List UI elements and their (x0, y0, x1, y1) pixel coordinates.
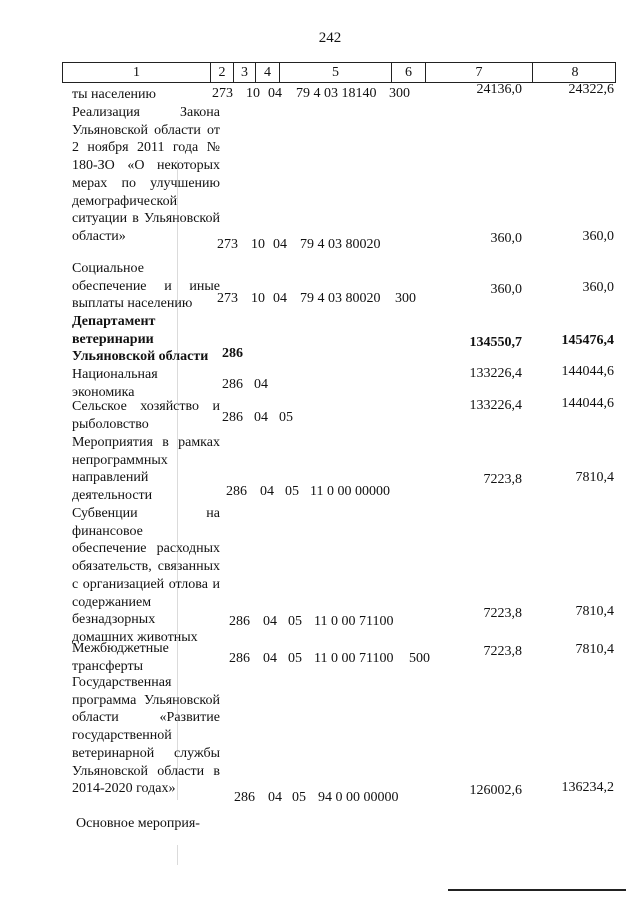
header-col-4: 4 (255, 63, 279, 82)
code-gr: 286 (222, 377, 243, 392)
amount-2019: 133226,4 (469, 398, 522, 413)
code-gr: 286 (234, 790, 255, 805)
code-rz: 04 (260, 484, 274, 499)
row-label: Сельское хозяйство и рыболовство (72, 399, 220, 432)
header-col-8: 8 (532, 63, 617, 82)
code-pr: 05 (292, 790, 306, 805)
code-gr: 273 (217, 237, 238, 252)
row-label: Мероприятия в рамках непрограммных направлений деятельности (72, 435, 220, 504)
row-label: Основное мероприя- (76, 816, 200, 831)
code-rz: 04 (263, 614, 277, 629)
code-csr: 11 0 00 00000 (310, 484, 390, 499)
row-label: Реализация Закона Ульяновской области от 2 ноября 2011 года № 180-ЗО «О некоторых мерах по улучшению демографической ситуации в Ульяновской области» (72, 105, 220, 244)
code-csr: 79 4 03 18140 (296, 86, 377, 101)
code-vr: 500 (409, 651, 430, 666)
code-rz: 10 (246, 86, 260, 101)
code-rz: 10 (251, 237, 265, 252)
code-csr: 11 0 00 71100 (314, 651, 394, 666)
code-rz: 04 (254, 377, 268, 392)
header-col-7: 7 (425, 63, 532, 82)
code-gr: 286 (222, 346, 243, 361)
row-label: Субвенции на финансовое обеспечение расходных обязательств, связанных с организацией отлова и содержанием безнадзорных домашних животных (72, 506, 220, 645)
amount-2020: 7810,4 (575, 642, 614, 657)
code-rz: 04 (263, 651, 277, 666)
column-guide (177, 160, 178, 800)
amount-2019: 7223,8 (483, 472, 522, 487)
code-gr: 286 (229, 651, 250, 666)
amount-2019: 126002,6 (469, 783, 522, 798)
code-gr: 273 (212, 86, 233, 101)
code-pr: 05 (279, 410, 293, 425)
code-pr: 05 (288, 651, 302, 666)
row-label: Департамент ветеринарии Ульяновской области (72, 314, 209, 365)
amount-2020: 144044,6 (561, 364, 614, 379)
page-number: 242 (318, 30, 342, 46)
amount-2020: 360,0 (582, 229, 614, 244)
amount-2019: 7223,8 (483, 644, 522, 659)
code-pr: 04 (273, 237, 287, 252)
code-pr: 04 (268, 86, 282, 101)
code-csr: 94 0 00 00000 (318, 790, 399, 805)
code-rz: 04 (268, 790, 282, 805)
code-rz: 04 (254, 410, 268, 425)
amount-2020: 360,0 (582, 280, 614, 295)
amount-2019: 133226,4 (469, 366, 522, 381)
code-csr: 79 4 03 80020 (300, 291, 381, 306)
header-col-1: 1 (133, 65, 140, 80)
code-pr: 05 (285, 484, 299, 499)
row-label: Государственная программа Ульяновской области «Развитие государственной ветеринарной службы Ульяновской области в 2014-2020 годах» (72, 675, 220, 797)
code-gr: 286 (222, 410, 243, 425)
code-gr: 273 (217, 291, 238, 306)
amount-2019: 24136,0 (476, 82, 522, 97)
code-pr: 05 (288, 614, 302, 629)
row-label: ты населению (72, 87, 156, 102)
code-vr: 300 (395, 291, 416, 306)
code-csr: 11 0 00 71100 (314, 614, 394, 629)
amount-2020: 7810,4 (575, 604, 614, 619)
row-label: Национальная экономика (72, 367, 158, 400)
code-csr: 79 4 03 80020 (300, 237, 381, 252)
code-gr: 286 (226, 484, 247, 499)
table-header (62, 62, 616, 83)
row-label: Социальное обеспечение и иные выплаты населению (72, 261, 220, 312)
code-vr: 300 (389, 86, 410, 101)
amount-2020: 24322,6 (568, 82, 614, 97)
amount-2019: 134550,7 (469, 335, 522, 350)
amount-2019: 7223,8 (483, 606, 522, 621)
amount-2019: 360,0 (490, 231, 522, 246)
column-guide (177, 845, 178, 865)
amount-2020: 7810,4 (575, 470, 614, 485)
amount-2020: 136234,2 (561, 780, 614, 795)
amount-2019: 360,0 (490, 282, 522, 297)
header-col-5: 5 (279, 63, 391, 82)
header-col-6: 6 (391, 63, 425, 82)
amount-2020: 145476,4 (561, 333, 614, 348)
code-gr: 286 (229, 614, 250, 629)
header-col-3: 3 (233, 63, 255, 82)
bottom-rule (448, 889, 626, 891)
code-rz: 10 (251, 291, 265, 306)
code-pr: 04 (273, 291, 287, 306)
row-label: Межбюджетные трансферты (72, 641, 169, 674)
amount-2020: 144044,6 (561, 396, 614, 411)
header-col-2: 2 (210, 63, 233, 82)
